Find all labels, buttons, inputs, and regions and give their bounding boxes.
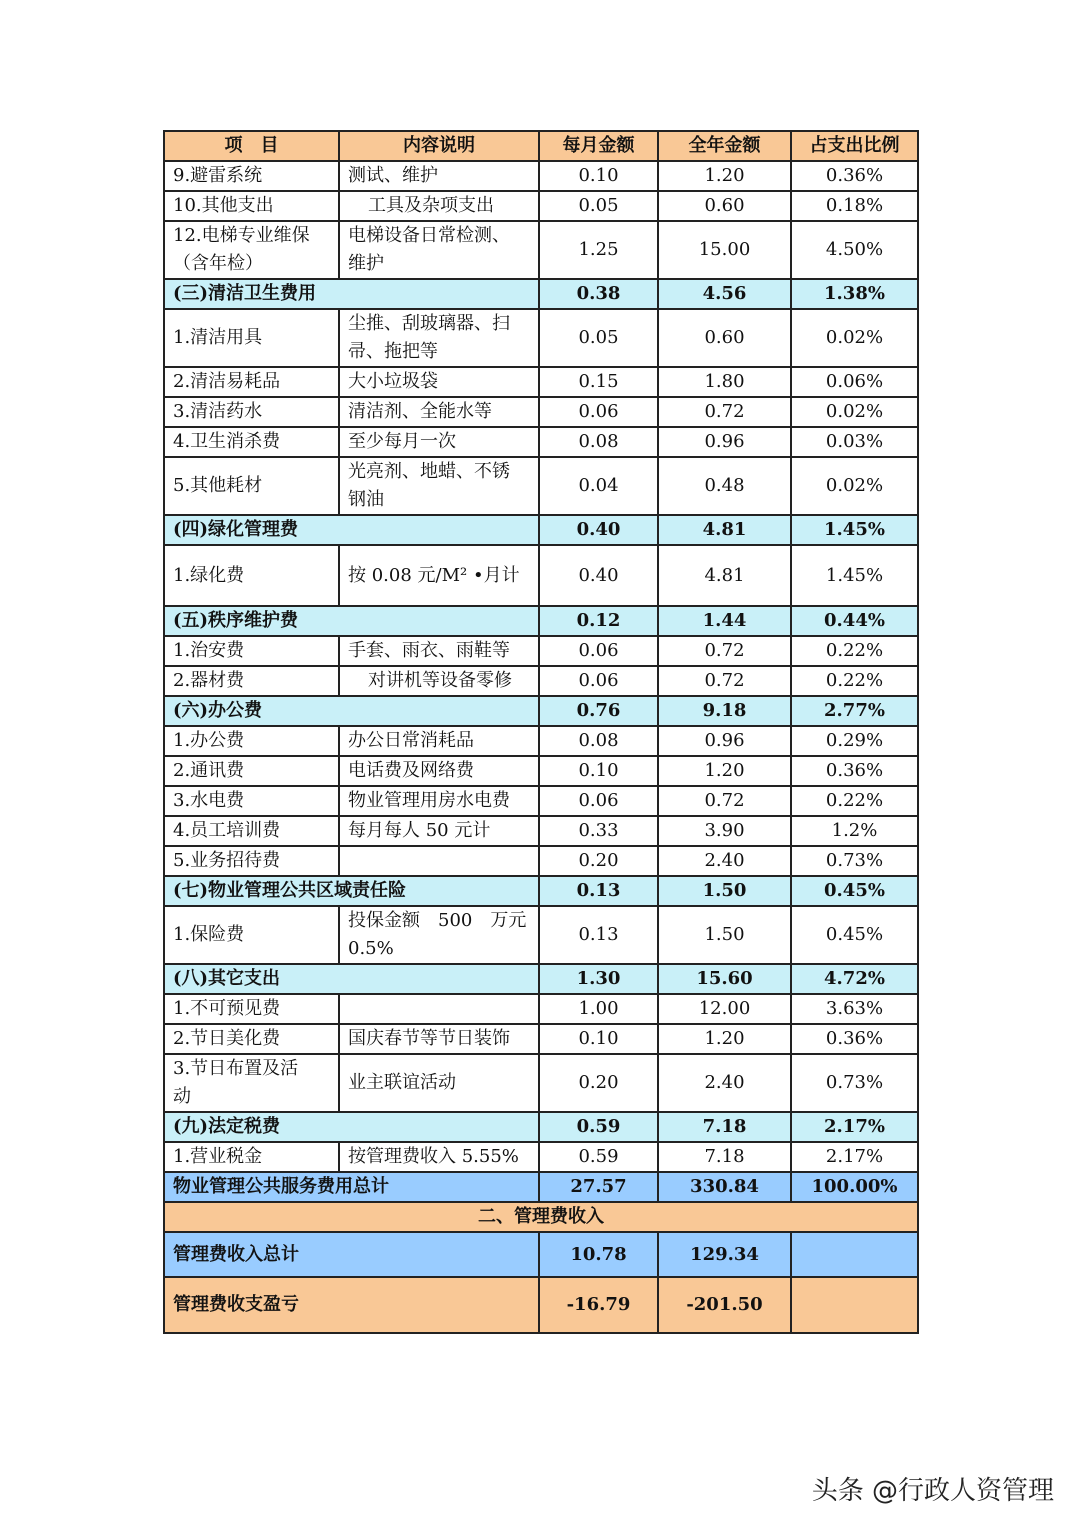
cell-ratio: 1.38% [791, 279, 918, 309]
cell-ratio: 0.22% [791, 636, 918, 666]
cell-label: (七)物业管理公共区域责任险 [164, 876, 539, 906]
header-ratio: 占支出比例 [791, 131, 918, 161]
cell-ratio: 0.03% [791, 427, 918, 457]
section-row [164, 696, 918, 726]
section-row [164, 606, 918, 636]
cell-monthly: 0.10 [539, 1024, 658, 1054]
item-row [164, 1054, 918, 1112]
cell-description: 至少每月一次 [339, 427, 539, 457]
cell-description [339, 846, 539, 876]
watermark: 头条 @行政人资管理 [811, 1476, 1054, 1506]
cell-ratio: 4.50% [791, 221, 918, 279]
cell-annual: 0.48 [658, 457, 791, 515]
cell-annual: 12.00 [658, 994, 791, 1024]
cell-ratio: 0.22% [791, 786, 918, 816]
cell-monthly: 0.15 [539, 367, 658, 397]
cell-item: 1.办公费 [164, 726, 339, 756]
cell-item: 3.清洁药水 [164, 397, 339, 427]
cell-description [339, 994, 539, 1024]
cell-annual: 1.44 [658, 606, 791, 636]
cell-annual: 1.20 [658, 756, 791, 786]
item-row [164, 1024, 918, 1054]
cell-ratio: 0.44% [791, 606, 918, 636]
cell-annual: 1.20 [658, 161, 791, 191]
cell-ratio: 0.45% [791, 906, 918, 964]
section-row [164, 1112, 918, 1142]
expense-table [163, 130, 919, 1334]
cell-item: 12.电梯专业维保 （含年检） [164, 221, 339, 279]
item-row [164, 636, 918, 666]
cell-annual: 0.72 [658, 666, 791, 696]
cell-description: 投保金额 500 万元 0.5% [339, 906, 539, 964]
cell-ratio: 2.17% [791, 1112, 918, 1142]
cell-ratio: 0.45% [791, 876, 918, 906]
cell-monthly: 1.30 [539, 964, 658, 994]
cell-ratio: 0.36% [791, 161, 918, 191]
cell-ratio: 2.17% [791, 1142, 918, 1172]
item-row [164, 221, 918, 279]
cell-item: 1.保险费 [164, 906, 339, 964]
cell-monthly: 0.10 [539, 756, 658, 786]
cell-monthly: 0.06 [539, 397, 658, 427]
cell-ratio: 0.36% [791, 1024, 918, 1054]
cell-description: 办公日常消耗品 [339, 726, 539, 756]
item-row [164, 367, 918, 397]
cell-item: 10.其他支出 [164, 191, 339, 221]
cell-monthly: 0.13 [539, 876, 658, 906]
section-row [164, 515, 918, 545]
cell-monthly: 10.78 [539, 1232, 658, 1277]
cell-monthly: 0.06 [539, 786, 658, 816]
cell-item: 2.器材费 [164, 666, 339, 696]
cell-monthly: 0.05 [539, 191, 658, 221]
cell-monthly: 0.04 [539, 457, 658, 515]
cell-label: 管理费收入总计 [164, 1232, 539, 1277]
cell-item: 1.不可预见费 [164, 994, 339, 1024]
cell-ratio: 1.2% [791, 816, 918, 846]
item-row [164, 309, 918, 367]
cell-annual: 9.18 [658, 696, 791, 726]
item-row [164, 457, 918, 515]
cell-item: 1.清洁用具 [164, 309, 339, 367]
cell-annual: 129.34 [658, 1232, 791, 1277]
item-row [164, 397, 918, 427]
item-row [164, 427, 918, 457]
item-row [164, 846, 918, 876]
cell-ratio [791, 1277, 918, 1333]
cell-annual: 7.18 [658, 1142, 791, 1172]
item-row [164, 816, 918, 846]
cell-label: 物业管理公共服务费用总计 [164, 1172, 539, 1202]
cell-monthly: 27.57 [539, 1172, 658, 1202]
income-row [164, 1232, 918, 1277]
cell-monthly: 0.38 [539, 279, 658, 309]
section-row [164, 876, 918, 906]
cell-description: 每月每人 50 元计 [339, 816, 539, 846]
cell-description: 大小垃圾袋 [339, 367, 539, 397]
cell-item: 1.治安费 [164, 636, 339, 666]
cell-annual: 1.20 [658, 1024, 791, 1054]
cell-ratio: 0.02% [791, 397, 918, 427]
cell-monthly: 0.06 [539, 666, 658, 696]
cell-description: 工具及杂项支出 [339, 191, 539, 221]
cell-monthly: 0.20 [539, 1054, 658, 1112]
cell-monthly: 1.25 [539, 221, 658, 279]
cell-annual: 15.60 [658, 964, 791, 994]
cell-ratio: 1.45% [791, 515, 918, 545]
title-row [164, 1202, 918, 1232]
cell-description: 按管理费收入 5.55% [339, 1142, 539, 1172]
item-row [164, 666, 918, 696]
cell-label: 管理费收支盈亏 [164, 1277, 539, 1333]
cell-monthly: 0.40 [539, 545, 658, 606]
cell-ratio: 0.22% [791, 666, 918, 696]
item-row [164, 786, 918, 816]
cell-description: 手套、雨衣、雨鞋等 [339, 636, 539, 666]
cell-annual: 0.60 [658, 191, 791, 221]
cell-monthly: 0.06 [539, 636, 658, 666]
cell-item: 9.避雷系统 [164, 161, 339, 191]
cell-ratio: 0.36% [791, 756, 918, 786]
cell-ratio: 0.02% [791, 309, 918, 367]
cell-annual: 4.81 [658, 545, 791, 606]
deficit-row [164, 1277, 918, 1333]
section-row [164, 964, 918, 994]
cell-description: 测试、维护 [339, 161, 539, 191]
cell-annual: 2.40 [658, 846, 791, 876]
cell-ratio: 0.18% [791, 191, 918, 221]
item-row [164, 191, 918, 221]
item-row [164, 161, 918, 191]
cell-annual: 330.84 [658, 1172, 791, 1202]
cell-description: 对讲机等设备零修 [339, 666, 539, 696]
cell-item: 2.节日美化费 [164, 1024, 339, 1054]
cell-annual: 0.96 [658, 726, 791, 756]
cell-ratio: 3.63% [791, 994, 918, 1024]
cell-description: 电梯设备日常检测、 维护 [339, 221, 539, 279]
cell-description: 国庆春节等节日装饰 [339, 1024, 539, 1054]
cell-item: 3.节日布置及活 动 [164, 1054, 339, 1112]
cell-annual: 3.90 [658, 816, 791, 846]
cell-description: 按 0.08 元/M² •月计 [339, 545, 539, 606]
cell-monthly: 1.00 [539, 994, 658, 1024]
cell-label: (九)法定税费 [164, 1112, 539, 1142]
cell-ratio: 0.02% [791, 457, 918, 515]
cell-annual: 0.72 [658, 397, 791, 427]
cell-item: 4.卫生消杀费 [164, 427, 339, 457]
cell-description: 光亮剂、地蜡、不锈 钢油 [339, 457, 539, 515]
cell-monthly: 0.08 [539, 726, 658, 756]
cell-label: (八)其它支出 [164, 964, 539, 994]
cell-monthly: 0.20 [539, 846, 658, 876]
cell-ratio: 0.73% [791, 1054, 918, 1112]
item-row [164, 545, 918, 606]
cell-annual: 1.50 [658, 906, 791, 964]
header-description: 内容说明 [339, 131, 539, 161]
cell-annual: 15.00 [658, 221, 791, 279]
cell-monthly: 0.59 [539, 1112, 658, 1142]
cell-item: 2.清洁易耗品 [164, 367, 339, 397]
cell-annual: 1.50 [658, 876, 791, 906]
cell-ratio: 4.72% [791, 964, 918, 994]
cell-ratio [791, 1232, 918, 1277]
cell-monthly: -16.79 [539, 1277, 658, 1333]
total-row [164, 1172, 918, 1202]
cell-annual: 0.72 [658, 786, 791, 816]
cell-item: 4.员工培训费 [164, 816, 339, 846]
cell-description: 物业管理用房水电费 [339, 786, 539, 816]
cell-monthly: 0.08 [539, 427, 658, 457]
cell-ratio: 100.00% [791, 1172, 918, 1202]
table-header [164, 131, 918, 161]
cell-monthly: 0.13 [539, 906, 658, 964]
cell-annual: 4.81 [658, 515, 791, 545]
section-row [164, 279, 918, 309]
header-item: 项 目 [164, 131, 339, 161]
cell-monthly: 0.10 [539, 161, 658, 191]
cell-monthly: 0.40 [539, 515, 658, 545]
cell-monthly: 0.33 [539, 816, 658, 846]
cell-description: 电话费及网络费 [339, 756, 539, 786]
cell-label: (四)绿化管理费 [164, 515, 539, 545]
item-row [164, 994, 918, 1024]
cell-label: (五)秩序维护费 [164, 606, 539, 636]
cell-item: 2.通讯费 [164, 756, 339, 786]
item-row [164, 756, 918, 786]
cell-item: 5.业务招待费 [164, 846, 339, 876]
header-monthly: 每月金额 [539, 131, 658, 161]
item-row [164, 726, 918, 756]
header-annual: 全年金额 [658, 131, 791, 161]
cell-section-title: 二、管理费收入 [164, 1202, 918, 1232]
cell-label: (三)清洁卫生费用 [164, 279, 539, 309]
cell-monthly: 0.12 [539, 606, 658, 636]
cell-item: 1.营业税金 [164, 1142, 339, 1172]
cell-ratio: 2.77% [791, 696, 918, 726]
cell-item: 1.绿化费 [164, 545, 339, 606]
cell-ratio: 0.73% [791, 846, 918, 876]
cell-monthly: 0.59 [539, 1142, 658, 1172]
item-row [164, 1142, 918, 1172]
cell-monthly: 0.05 [539, 309, 658, 367]
cell-ratio: 0.29% [791, 726, 918, 756]
cell-monthly: 0.76 [539, 696, 658, 726]
cell-annual: 7.18 [658, 1112, 791, 1142]
cell-annual: 0.96 [658, 427, 791, 457]
item-row [164, 906, 918, 964]
cell-description: 业主联谊活动 [339, 1054, 539, 1112]
cell-label: (六)办公费 [164, 696, 539, 726]
cell-annual: 0.60 [658, 309, 791, 367]
cell-ratio: 0.06% [791, 367, 918, 397]
cell-description: 尘推、刮玻璃器、扫 帚、拖把等 [339, 309, 539, 367]
cell-annual: 4.56 [658, 279, 791, 309]
cell-annual: 0.72 [658, 636, 791, 666]
cell-description: 清洁剂、全能水等 [339, 397, 539, 427]
cell-annual: 2.40 [658, 1054, 791, 1112]
cell-item: 3.水电费 [164, 786, 339, 816]
cell-annual: -201.50 [658, 1277, 791, 1333]
cell-annual: 1.80 [658, 367, 791, 397]
cell-item: 5.其他耗材 [164, 457, 339, 515]
cell-ratio: 1.45% [791, 545, 918, 606]
